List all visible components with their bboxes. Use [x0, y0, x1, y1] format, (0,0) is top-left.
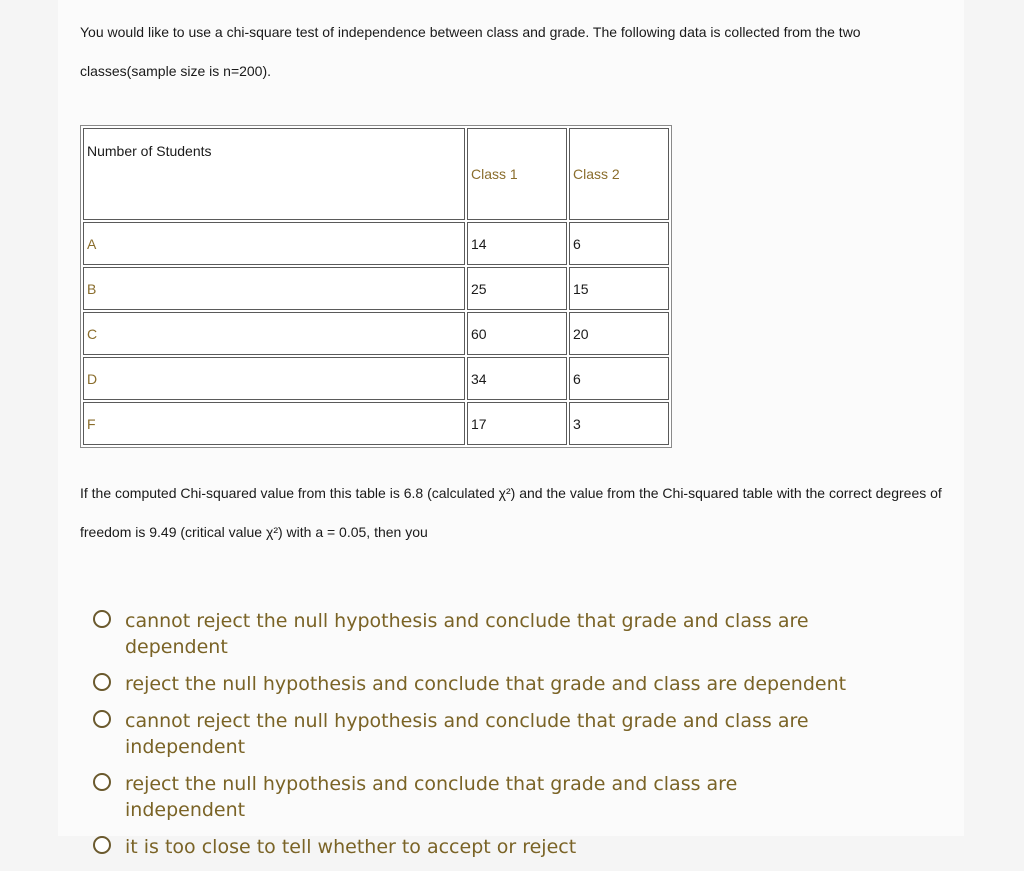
radio-button[interactable] — [93, 673, 111, 691]
table-row — [83, 267, 669, 310]
radio-button[interactable] — [93, 836, 111, 854]
class2-cell: 6 — [569, 222, 669, 265]
option-cannot-reject-dependent[interactable] — [93, 608, 893, 660]
class2-cell: 20 — [569, 312, 669, 355]
grade-cell: A — [83, 222, 465, 265]
option-too-close[interactable] — [93, 834, 893, 860]
header-number-of-students: Number of Students — [83, 128, 465, 220]
option-reject-independent[interactable] — [93, 771, 893, 823]
class2-cell: 3 — [569, 402, 669, 445]
class1-cell: 34 — [467, 357, 567, 400]
option-label: reject the null hypothesis and conclude that grade and class are dependent — [125, 673, 847, 695]
question-text: If the computed Chi-squared value from this table is 6.8 (calculated χ²) and the value from the Chi-squared table with the correct degrees of freedom is 9.49 (critical value χ²) with a = 0.05, then you — [80, 485, 942, 540]
class2-cell: 15 — [569, 267, 669, 310]
option-label: it is too close to tell whether to accept or reject — [125, 836, 577, 858]
header-class-2: Class 2 — [569, 128, 669, 220]
header-class-1: Class 1 — [467, 128, 567, 220]
answer-options — [93, 608, 893, 871]
option-label: cannot reject the null hypothesis and conclude that grade and class are dependent — [125, 610, 809, 658]
grade-cell: F — [83, 402, 465, 445]
intro-text: You would like to use a chi-square test of independence between class and grade. The following data is collected from the two classes(sample size is n=200). — [80, 24, 861, 79]
class2-cell: 6 — [569, 357, 669, 400]
table-row — [83, 312, 669, 355]
grade-cell: D — [83, 357, 465, 400]
option-label: cannot reject the null hypothesis and conclude that grade and class are independent — [125, 710, 809, 758]
table-row — [83, 357, 669, 400]
option-label: reject the null hypothesis and conclude that grade and class are independent — [125, 773, 738, 821]
class1-cell: 25 — [467, 267, 567, 310]
class1-cell: 17 — [467, 402, 567, 445]
grade-cell: B — [83, 267, 465, 310]
radio-button[interactable] — [93, 773, 111, 791]
radio-button[interactable] — [93, 710, 111, 728]
class1-cell: 60 — [467, 312, 567, 355]
radio-button[interactable] — [93, 610, 111, 628]
data-table — [80, 125, 672, 448]
option-cannot-reject-independent[interactable] — [93, 708, 893, 760]
table-row — [83, 222, 669, 265]
table-row — [83, 402, 669, 445]
grade-cell: C — [83, 312, 465, 355]
option-reject-dependent[interactable] — [93, 671, 893, 697]
table-header-row — [83, 128, 669, 220]
class1-cell: 14 — [467, 222, 567, 265]
